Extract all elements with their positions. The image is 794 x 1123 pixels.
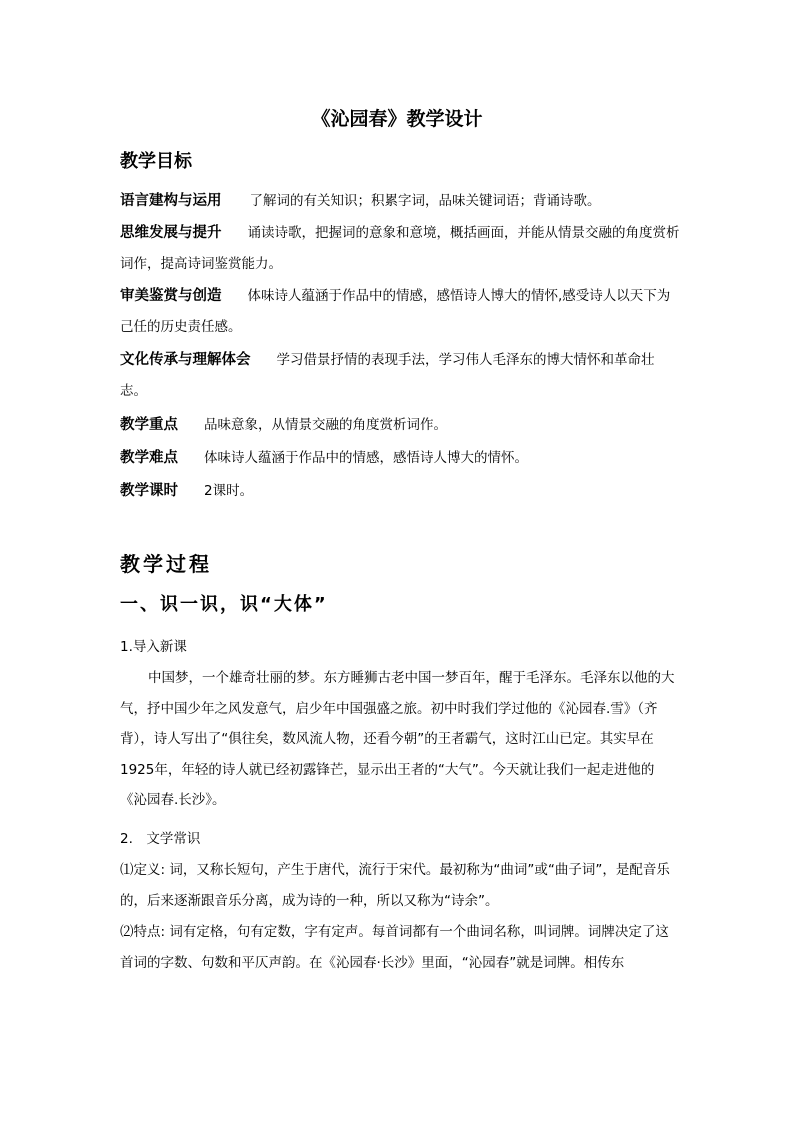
key-point-text: 品味意象，从情景交融的角度赏析词作。 (204, 417, 447, 433)
goal-text: 了解词的有关知识；积累字词，品味关键词语；背诵诗歌。 (249, 193, 601, 209)
goal-culture (120, 345, 680, 407)
document-title: 《沁园春》教学设计 (311, 108, 483, 130)
goal-aesthetic (120, 281, 680, 343)
difficulty-label: 教学难点 (120, 450, 178, 466)
goal-text: 体味诗人蕴涵于作品中的情感，感悟诗人博大的情怀,感受诗人以天下为己任的历史责任感。 (120, 288, 671, 335)
goal-thinking (120, 218, 680, 280)
class-hours-label: 教学课时 (120, 483, 178, 499)
goal-language (120, 186, 680, 217)
item-title: 1.导入新课 (120, 639, 187, 655)
goal-label: 审美鉴赏与创造 (120, 288, 222, 304)
class-hours-text: 2课时。 (204, 483, 254, 499)
key-point (120, 410, 680, 441)
goal-text: 学习借景抒情的表现手法，学习伟人毛泽东的博大情怀和革命壮志。 (120, 352, 655, 399)
goal-label: 文化传承与理解体会 (120, 352, 251, 368)
process-heading: 教学过程 (120, 552, 212, 576)
item-title: 2. 文学常识 (120, 831, 201, 847)
difficulty-text: 体味诗人蕴涵于作品中的情感，感悟诗人博大的情怀。 (204, 450, 528, 466)
goal-label: 语言建构与运用 (120, 193, 222, 209)
goal-text: 诵读诗歌，把握词的意象和意境，概括画面，并能从情景交融的角度赏析词作，提高诗词鉴赏能力。 (120, 225, 680, 272)
class-hours (120, 476, 680, 507)
definition-paragraph: ⑴定义: 词，又称长短句，产生于唐代，流行于宋代。最初称为“曲词”或“曲子词”，是配音乐的，后来逐渐跟音乐分离，成为诗的一种，所以又称为“诗余”。 (120, 862, 670, 909)
key-point-label: 教学重点 (120, 417, 178, 433)
section-heading: 一、识一识，识“大体” (120, 594, 328, 615)
intro-paragraph: 中国梦，一个雄奇壮丽的梦。东方睡狮古老中国一梦百年，醒于毛泽东。毛泽东以他的大气，抒中国少年之风发意气，启少年中国强盛之旅。初中时我们学过他的《沁园春.雪》（齐背），诗人写出了“俱往矣，数风流人物，还看今朝”的王者霸气，这时江山已定。其实早在1925年，年轻的诗人就已经初露锋芒，显示出王者的“大气”。今天就让我们一起走进他的《沁园春.长沙》。 (120, 670, 675, 808)
difficulty (120, 443, 680, 474)
goals-heading: 教学目标 (120, 151, 192, 172)
features-paragraph: ⑵特点: 词有定格，句有定数，字有定声。每首词都有一个曲词名称，叫词牌。词牌决定了这首词的字数、句数和平仄声韵。在《沁园春·长沙》里面，“沁园春”就是词牌。相传东 (120, 924, 669, 971)
goal-label: 思维发展与提升 (120, 225, 222, 241)
